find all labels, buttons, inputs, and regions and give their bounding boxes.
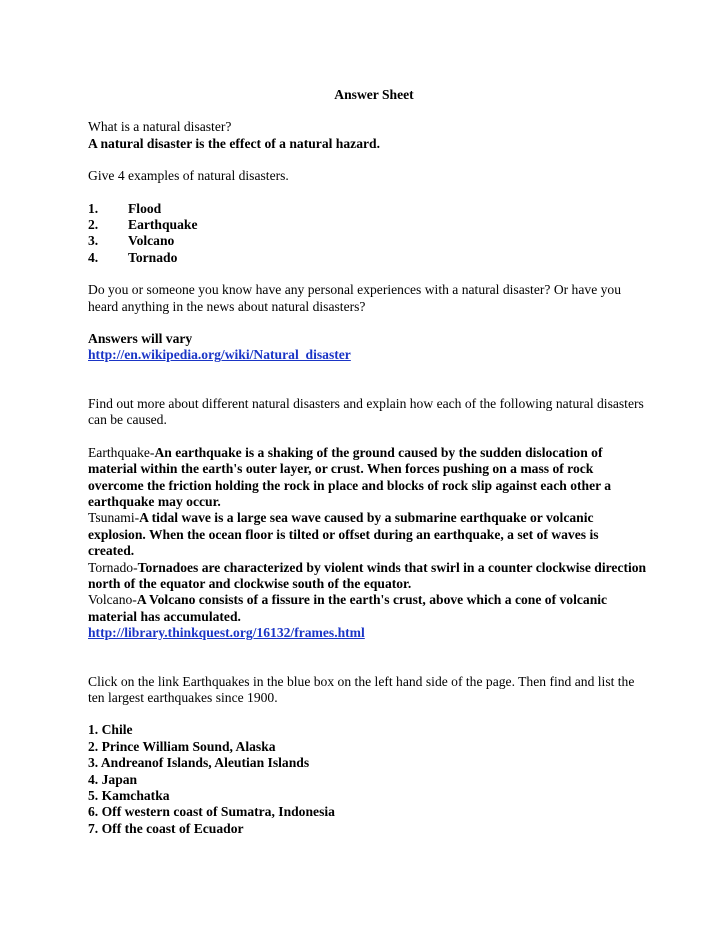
question-natural-disaster: What is a natural disaster? [88, 119, 232, 135]
list-item-number: 4. [88, 249, 99, 265]
question-examples: Give 4 examples of natural disasters. [88, 168, 289, 184]
examples-list [88, 201, 648, 267]
list-item-number: 2. [88, 217, 99, 233]
list-item-number: 3. [88, 233, 99, 249]
thinkquest-link[interactable]: http://library.thinkquest.org/16132/frames.html [88, 625, 365, 641]
definition-text: An earthquake is a shaking of the ground caused by the sudden dislocation of material within the earth's outer layer, or crust. When forces pushing on a mass of rock overcome the friction holding the rock in place and blocks of rock slip against each other a earthquake may occur. [88, 444, 612, 509]
list-item: 5. Kamchatka [88, 788, 170, 803]
definition-term: Earthquake- [88, 444, 155, 460]
question-largest-earthquakes: Click on the link Earthquakes in the blue box on the left hand side of the page. Then find and list the ten largest earthquakes since 1900. [88, 673, 635, 705]
list-item [88, 233, 648, 249]
earthquakes-list [88, 722, 648, 837]
definition-text: A tidal wave is a large sea wave caused by a submarine earthquake or volcanic explosion. When the ocean floor is tilted or offset during an earthquake, a set of waves is created. [88, 510, 599, 559]
definition-tsunami [88, 510, 648, 559]
list-item [88, 201, 648, 217]
list-item-number: 1. [88, 200, 99, 216]
definition-earthquake [88, 445, 648, 511]
list-item: 4. Japan [88, 771, 138, 787]
definition-tornado [88, 560, 648, 593]
page-title: Answer Sheet [334, 87, 414, 102]
list-item: 1. Chile [88, 722, 133, 738]
list-item-text: Flood [128, 200, 162, 216]
list-item: 3. Andreanof Islands, Aleutian Islands [88, 755, 310, 771]
list-item-text: Tornado [128, 249, 178, 265]
definition-text: Tornadoes are characterized by violent winds that swirl in a counter clockwise direction north of the equator and clockwise south of the equator. [88, 559, 647, 591]
question-causes: Find out more about different natural disasters and explain how each of the following natural disasters can be caused. [88, 395, 644, 428]
list-item-text: Earthquake [128, 217, 198, 233]
list-item [88, 250, 648, 266]
list-item: 2. Prince William Sound, Alaska [88, 738, 276, 754]
answer-sheet [88, 87, 648, 837]
list-item: 6. Off western coast of Sumatra, Indonesia [88, 804, 335, 820]
wikipedia-link[interactable]: http://en.wikipedia.org/wiki/Natural_disaster [88, 347, 351, 363]
definition-term: Tornado- [88, 559, 138, 575]
definition-text: A Volcano consists of a fissure in the earth's crust, above which a cone of volcanic material has accumulated. [88, 592, 608, 624]
question-personal-experience: Do you or someone you know have any personal experiences with a natural disaster? Or have you heard anything in the news about natural disasters? [88, 282, 622, 314]
answer-will-vary: Answers will vary [88, 331, 193, 347]
answer-natural-disaster: A natural disaster is the effect of a natural hazard. [88, 135, 380, 151]
list-item [88, 217, 648, 233]
list-item-text: Volcano [128, 233, 175, 249]
list-item: 7. Off the coast of Ecuador [88, 820, 244, 836]
definition-term: Volcano- [88, 592, 137, 608]
definition-term: Tsunami- [88, 510, 140, 526]
definition-volcano [88, 592, 648, 625]
